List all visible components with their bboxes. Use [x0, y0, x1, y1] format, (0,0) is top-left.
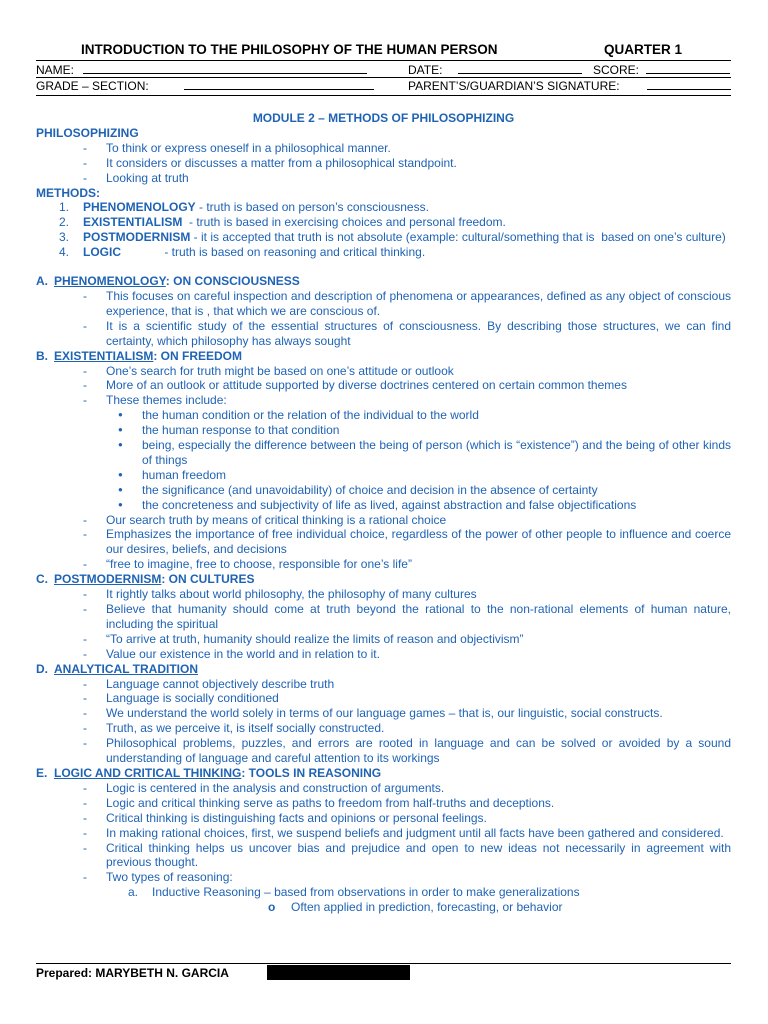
list-item: - More of an outlook or attitude supported by diverse doctrines centered on certain common themes — [36, 378, 731, 393]
section-e-heading — [36, 766, 731, 781]
parent-signature-label: PARENT’S/GUARDIAN’S SIGNATURE: — [408, 79, 620, 93]
method-term: EXISTENTIALISM — [83, 215, 183, 230]
list-item: - It is a scientific study of the essential structures of consciousness. By describing those structures, we can find certainty, which philosophy has always sought — [36, 319, 731, 349]
theme-item: ● the human condition or the relation of the individual to the world — [36, 408, 731, 423]
name-row — [36, 63, 367, 77]
section-e-list — [36, 781, 731, 915]
theme-item: ● the human response to that condition — [36, 423, 731, 438]
list-item: - Critical thinking is distinguishing facts and opinions or personal feelings. — [36, 811, 731, 826]
method-item — [36, 245, 731, 260]
list-item: - One’s search for truth might be based on one’s attitude or outlook — [36, 364, 731, 379]
philosophizing-heading: PHILOSOPHIZING — [36, 125, 139, 140]
methods-list — [36, 200, 731, 260]
theme-item: ● being, especially the difference between the being of person (which is “existence”) and the being of other kinds of things — [36, 438, 731, 468]
grade-section-field[interactable] — [184, 79, 374, 90]
reasoning-item — [36, 885, 731, 900]
quarter-label: QUARTER 1 — [604, 42, 683, 57]
score-row — [593, 63, 730, 77]
list-item: - Logic and critical thinking serve as paths to freedom from half-truths and deceptions. — [36, 796, 731, 811]
list-item: - Believe that humanity should come at truth beyond the rational to the non-rational elements of human nature, including the spiritual — [36, 602, 731, 632]
section-title: ANALYTICAL TRADITION — [54, 661, 198, 676]
header-top-rule — [36, 60, 731, 61]
theme-item: ● the concreteness and subjectivity of life as lived, against abstraction and false objectifications — [36, 498, 731, 513]
date-field[interactable] — [458, 63, 582, 74]
section-c-heading — [36, 572, 731, 587]
section-letter: D. — [36, 661, 48, 676]
section-d-heading — [36, 662, 731, 677]
list-item: - We understand the world solely in terms of our language games – that is, our linguistic, social constructs. — [36, 706, 731, 721]
section-letter: A. — [36, 274, 48, 289]
list-item: - Logic is centered in the analysis and construction of arguments. — [36, 781, 731, 796]
section-title: LOGIC AND CRITICAL THINKING — [54, 765, 242, 780]
list-item: - Language is socially conditioned — [36, 691, 731, 706]
list-item: - Critical thinking helps us uncover bias and prejudice and open to new ideas not necessarily in agreement with previous thought. — [36, 841, 731, 871]
date-label: DATE: — [408, 63, 443, 77]
list-item: - Emphasizes the importance of free individual choice, regardless of the power of other people to influence and coerce our desires, beliefs, and decisions — [36, 527, 731, 557]
redaction-bar — [267, 965, 410, 980]
list-item: - It considers or discusses a matter from a philosophical standpoint. — [36, 156, 731, 171]
reasoning-subitem: o Often applied in prediction, forecasting, or behavior — [36, 900, 731, 915]
section-a-heading — [36, 274, 731, 289]
method-term: LOGIC — [83, 245, 121, 260]
method-item — [36, 215, 731, 230]
list-item: - “free to imagine, free to choose, responsible for one’s life” — [36, 557, 731, 572]
parent-row — [408, 79, 731, 93]
list-item: - This focuses on careful inspection and description of phenomena or appearances, defined as any object of conscious experience, that is , that which we are conscious of. — [36, 289, 731, 319]
list-item: - Truth, as we perceive it, is itself socially constructed. — [36, 721, 731, 736]
header-bottom-rule — [36, 95, 731, 96]
section-a-list — [36, 289, 731, 349]
philosophizing-list — [36, 141, 731, 186]
section-letter: C. — [36, 572, 48, 587]
section-subtitle: : ON FREEDOM — [153, 348, 243, 363]
section-letter: B. — [36, 348, 48, 363]
list-item: - These themes include: — [36, 393, 731, 408]
method-desc: - truth is based in exercising choices and personal freedom. — [182, 215, 506, 230]
method-number: 3. — [59, 230, 70, 245]
name-field[interactable] — [83, 63, 367, 74]
grade-section-label: GRADE – SECTION: — [36, 79, 149, 93]
section-b-list — [36, 364, 731, 573]
method-item — [36, 230, 731, 245]
section-subtitle: : ON CONSCIOUSNESS — [165, 274, 300, 289]
score-field[interactable] — [646, 63, 730, 74]
module-content — [36, 111, 731, 915]
list-item: - Looking at truth — [36, 171, 731, 186]
list-item: - “To arrive at truth, humanity should realize the limits of reason and objectivism” — [36, 632, 731, 647]
document-title: INTRODUCTION TO THE PHILOSOPHY OF THE HUMAN PERSON — [81, 42, 498, 57]
footer-rule — [36, 963, 731, 964]
parent-signature-field[interactable] — [647, 79, 731, 90]
list-item: - Language cannot objectively describe truth — [36, 677, 731, 692]
list-item: - Value our existence in the world and in relation to it. — [36, 647, 731, 662]
method-desc: - truth is based on reasoning and critical thinking. — [121, 245, 426, 260]
method-item — [36, 200, 731, 215]
list-item: - Philosophical problems, puzzles, and errors are rooted in language and can be solved or avoided by a sound understanding of language and careful attention to its workings — [36, 736, 731, 766]
grade-row — [36, 79, 374, 93]
section-title: POSTMODERNISM — [54, 572, 162, 587]
section-b-heading — [36, 349, 731, 364]
section-c-list — [36, 587, 731, 662]
method-number: 1. — [59, 200, 70, 215]
method-number: 2. — [59, 215, 70, 230]
reasoning-letter: a. — [128, 885, 139, 900]
section-subtitle: : TOOLS IN REASONING — [241, 765, 382, 780]
method-desc: - it is accepted that truth is not absolute (example: cultural/something that is based on one’s culture) — [190, 230, 726, 245]
name-label: NAME: — [36, 63, 75, 77]
method-number: 4. — [59, 245, 70, 260]
methods-heading: METHODS: — [36, 185, 100, 200]
section-letter: E. — [36, 765, 48, 780]
method-term: PHENOMENOLOGY — [83, 200, 196, 215]
theme-item: ● human freedom — [36, 468, 731, 483]
module-title: MODULE 2 – METHODS OF PHILOSOPHIZING — [252, 111, 515, 125]
reasoning-text: Inductive Reasoning – based from observations in order to make generalizations — [152, 885, 580, 900]
score-label: SCORE: — [593, 63, 640, 77]
section-title: EXISTENTIALISM — [54, 348, 154, 363]
method-term: POSTMODERNISM — [83, 230, 191, 245]
method-desc: - truth is based on person’s consciousness. — [195, 200, 429, 215]
header-mid-rule — [36, 77, 731, 78]
list-item: - It rightly talks about world philosophy, the philosophy of many cultures — [36, 587, 731, 602]
section-d-list — [36, 677, 731, 766]
list-item: - Two types of reasoning: — [36, 870, 731, 885]
list-item: - To think or express oneself in a philosophical manner. — [36, 141, 731, 156]
list-item: - In making rational choices, first, we suspend beliefs and judgment until all facts have been gathered and considered. — [36, 826, 731, 841]
section-subtitle: : ON CULTURES — [161, 572, 255, 587]
prepared-by: Prepared: MARYBETH N. GARCIA — [36, 966, 229, 980]
theme-item: ● the significance (and unavoidability) of choice and decision in the absence of certainty — [36, 483, 731, 498]
list-item: - Our search truth by means of critical thinking is a rational choice — [36, 513, 731, 528]
section-title: PHENOMENOLOGY — [54, 274, 166, 289]
date-row — [408, 63, 582, 77]
